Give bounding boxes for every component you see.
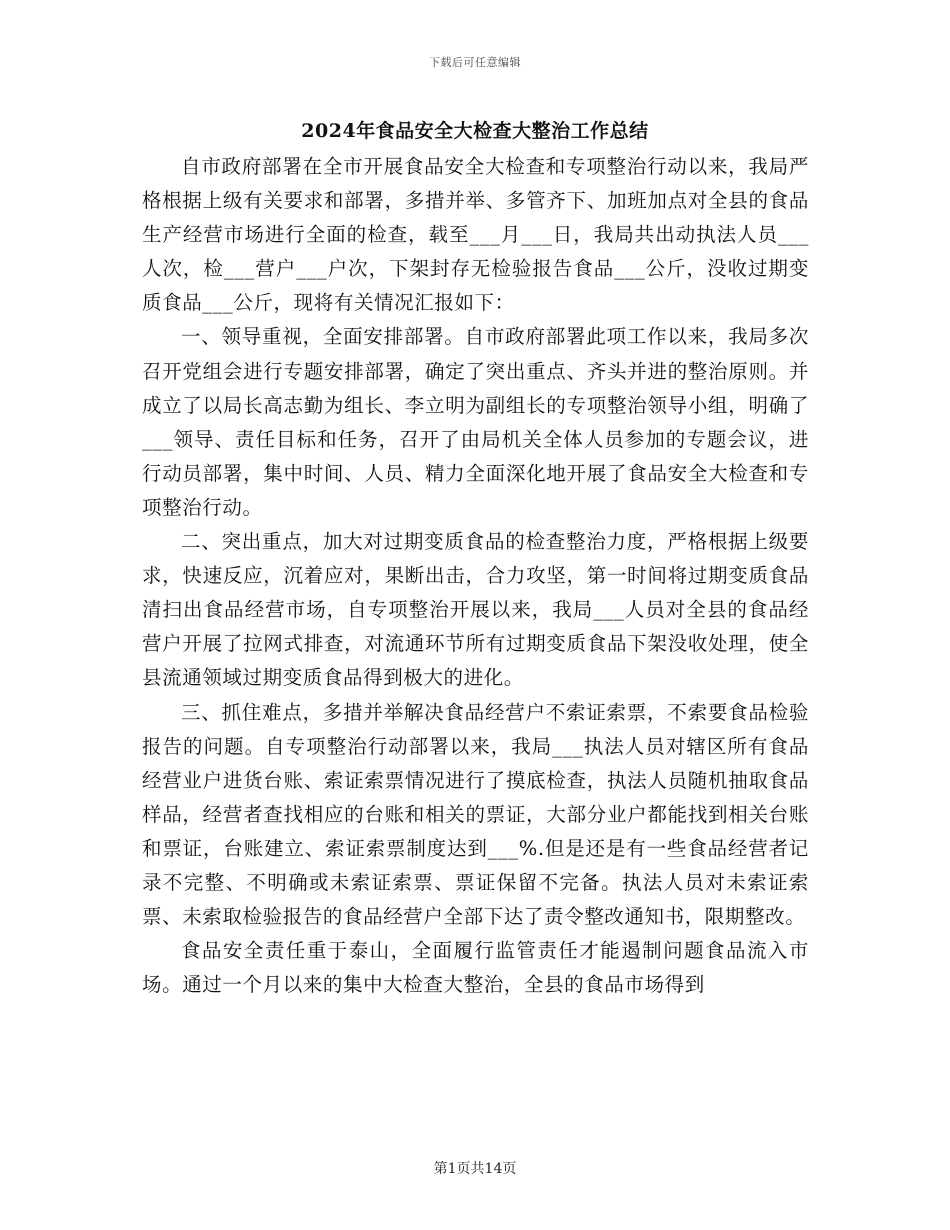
page-number: 第1页共14页 — [433, 1161, 517, 1177]
paragraph-intro: 自市政府部署在全市开展食品安全大检查和专项整治行动以来，我局严格根据上级有关要求和部署，多措并举、多管齐下、加班加点对全县的食品生产经营市场进行全面的检查，载至___月___日，我局共出动执法人员___人次，检___营户___户次，下架封存无检验报告食品___公斤，没收过期变质食品___公斤，现将有关情况汇报如下： — [142, 155, 809, 315]
paragraph-section-3: 三、抓住难点，多措并举解决食品经营户不索证索票，不索要食品检验报告的问题。自专项整治行动部署以来，我局___执法人员对辖区所有食品经营业户进货台账、索证索票情况进行了摸底检查，执法人员随机抽取食品样品，经营者查找相应的台账和相关的票证，大部分业户都能找到相关台账和票证，台账建立、索证索票制度达到___%.但是还是有一些食品经营者记录不完整、不明确或未索证索票、票证保留不完备。执法人员对未索证索票、未索取检验报告的食品经营户全部下达了责令整改通知书，限期整改。 — [142, 700, 809, 929]
document-body — [142, 150, 809, 1002]
paragraph-section-2: 二、突出重点，加大对过期变质食品的检查整治力度，严格根据上级要求，快速反应，沉着应对，果断出击，合力攻坚，第一时间将过期变质食品清扫出食品经营市场，自专项整治开展以来，我局___人员对全县的食品经营户开展了拉网式排查，对流通环节所有过期变质食品下架没收处理，使全县流通领域过期变质食品得到极大的进化。 — [142, 530, 809, 690]
paragraph-section-1: 一、领导重视，全面安排部署。自市政府部署此项工作以来，我局多次召开党组会进行专题安排部署，确定了突出重点、齐头并进的整治原则。并成立了以局长高志勤为组长、李立明为副组长的专项整治领导小组，明确了___领导、责任目标和任务，召开了由局机关全体人员参加的专题会议，进行动员部署，集中时间、人员、精力全面深化地开展了食品安全大检查和专项整治行动。 — [142, 325, 809, 519]
paragraph-conclusion: 食品安全责任重于泰山，全面履行监管责任才能遏制问题食品流入市场。通过一个月以来的集中大检查大整治，全县的食品市场得到 — [142, 939, 809, 997]
page-header-note: 下载后可任意编辑 — [429, 56, 521, 69]
document-title: 2024年食品安全大检查大整治工作总结 — [301, 120, 649, 142]
